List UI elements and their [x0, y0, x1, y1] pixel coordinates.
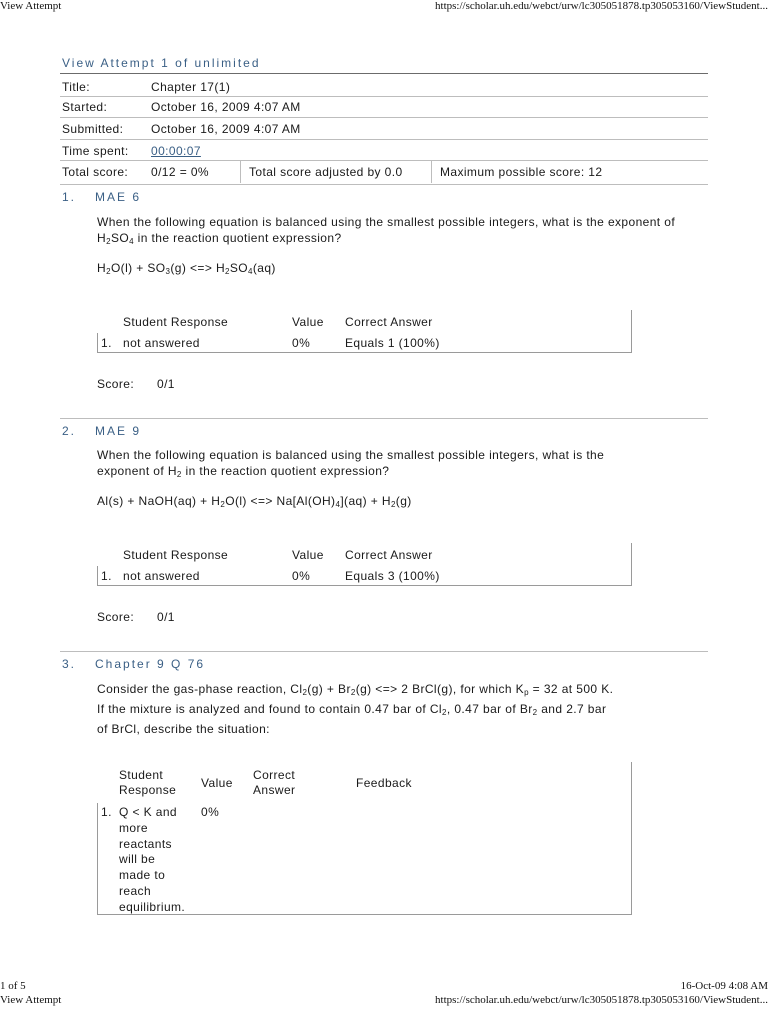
table-left-border: [97, 333, 98, 353]
response-line: more: [119, 820, 148, 835]
max-score: Maximum possible score: 12: [440, 165, 603, 179]
question-text: When the following equation is balanced using the smallest possible integers, what is the exponent of $H_2$ in the reaction quotient expression?: [97, 448, 605, 479]
started-label: Started:: [62, 100, 108, 114]
question-text: Consider the gas-phase reaction, $Cl_2(g) + Br_2(g)$ <=> 2 BrCl(g), for which $K_p = 32$ at 500 K. If the mixture is analyzed and found to contain 0.47 bar of $Cl_2$, 0.47 bar of $Br_2$ and 2.7 bar of BrCl, describe the situation:: [97, 682, 614, 736]
student-response: [119, 805, 185, 916]
question-title: MAE 9: [95, 424, 142, 438]
meta-divider: [60, 139, 708, 140]
column-header-value: Value: [292, 315, 324, 329]
row-number: 1.: [101, 336, 112, 350]
response-line: made to: [119, 868, 166, 883]
column-header-correct: Correct Answer: [253, 768, 296, 797]
question-title: MAE 6: [95, 190, 142, 204]
title-value: Chapter 17(1): [151, 80, 231, 94]
column-header-correct: Correct Answer: [345, 315, 433, 329]
equation: $H_2O(l) + SO_3(g)$ <=> $H_2SO_4(aq)$: [97, 261, 276, 276]
row-number: 1.: [101, 569, 112, 583]
section-divider: [60, 184, 708, 185]
question-number: 2.: [62, 424, 77, 438]
submitted-value: October 16, 2009 4:07 AM: [151, 122, 301, 136]
equation: Al(s) + NaOH(aq) + $H_2O(l)$ <=> $Na[Al(OH)_4](aq) + H_2(g)$: [97, 494, 412, 509]
score-label: Score:: [97, 610, 135, 624]
column-header-correct: Correct Answer: [345, 548, 433, 562]
time-spent-link[interactable]: 00:00:07: [151, 144, 201, 158]
attempt-heading: View Attempt 1 of unlimited: [62, 56, 261, 70]
column-header-value: Value: [292, 548, 324, 562]
column-header-feedback: Feedback: [356, 776, 412, 790]
table-left-border: [97, 803, 98, 915]
score-adjusted: Total score adjusted by 0.0: [249, 165, 403, 179]
response-line: reach: [119, 883, 152, 898]
table-left-border: [97, 566, 98, 586]
column-header-response: Student Response: [123, 315, 229, 329]
column-header-response: Student Response: [123, 548, 229, 562]
started-value: October 16, 2009 4:07 AM: [151, 100, 301, 114]
response-line: reactants: [119, 836, 172, 851]
section-divider: [60, 418, 708, 419]
response-value: 0%: [292, 569, 311, 583]
question-title: Chapter 9 Q 76: [95, 657, 206, 671]
response-line: equilibrium.: [119, 899, 186, 914]
time-spent-label: Time spent:: [62, 144, 129, 158]
page-title-header: View Attempt: [0, 994, 62, 1006]
print-datetime: 16-Oct-09 4:08 AM: [680, 980, 768, 992]
question-number: 3.: [62, 657, 77, 671]
question-number: 1.: [62, 190, 77, 204]
response-value: 0%: [292, 336, 311, 350]
score-separator: [431, 161, 432, 183]
page-count: 1 of 5: [0, 980, 26, 992]
score-label: Score:: [97, 377, 135, 391]
correct-answer: Equals 3 (100%): [345, 569, 440, 583]
row-number: 1.: [101, 805, 112, 819]
response-line: will be: [119, 852, 156, 867]
page-title-header: View Attempt: [0, 0, 62, 12]
student-response: not answered: [123, 336, 200, 350]
column-header-value: Value: [201, 776, 233, 790]
column-header-response: Student Response: [119, 768, 177, 797]
question-text: When the following equation is balanced using the smallest possible integers, what is the exponent of $H_2SO_4$ in the reaction quotient expression?: [97, 215, 676, 246]
submitted-label: Submitted:: [62, 122, 124, 136]
section-divider: [60, 651, 708, 652]
total-score-label: Total score:: [62, 165, 129, 179]
score-value: 0/1: [157, 610, 175, 624]
url-header: https://scholar.uh.edu/webct/urw/lc305051878.tp305053160/ViewStudent...: [435, 994, 768, 1006]
heading-divider: [60, 73, 708, 74]
correct-answer: Equals 1 (100%): [345, 336, 440, 350]
response-value: 0%: [201, 805, 220, 819]
title-label: Title:: [62, 80, 90, 94]
total-score-value: 0/12 = 0%: [151, 165, 209, 179]
meta-divider: [60, 96, 708, 97]
response-line: Q < K and: [119, 805, 177, 819]
meta-divider: [60, 117, 708, 118]
score-separator: [240, 161, 241, 183]
meta-divider: [60, 160, 708, 161]
student-response: not answered: [123, 569, 200, 583]
score-value: 0/1: [157, 377, 175, 391]
url-header: https://scholar.uh.edu/webct/urw/lc305051878.tp305053160/ViewStudent...: [435, 0, 768, 12]
